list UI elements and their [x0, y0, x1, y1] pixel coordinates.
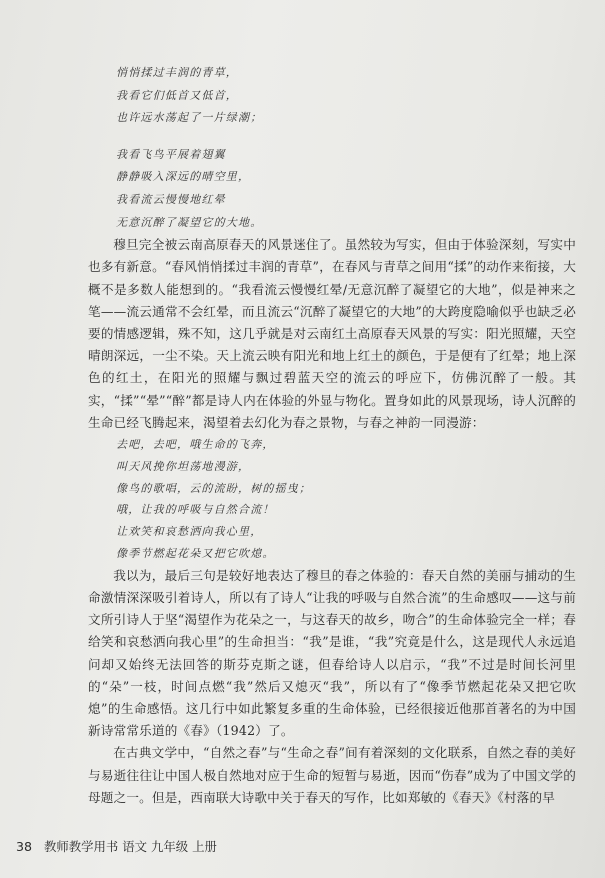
poem-line: 静静吸入深远的晴空里， — [116, 170, 251, 184]
paragraph-1: 穆旦完全被云南高原春天的风景迷住了。虽然较为写实，但由于体验深刻，写实中也多有新意。“春风悄悄揉过丰润的青草”，在春风与青草之间用“揉”的动作来衔接，大概不是多数人能想到的。“我看流云慢慢红晕/无意沉醉了凝望它的大地”，似是神来之笔——流云通常不会红晕，而且流云“沉醉了凝望它的大地”的大跨度隐喻似乎也缺乏必要的情感逻辑，殊不知，这几乎就是对云南红土高原春天风景的写实：阳光照耀，天空晴朗深远，一尘不染。天上流云映有阳光和地上红土的颜色，于是便有了红晕；地上深色的红土，在阳光的照耀与飘过碧蓝天空的流云的呼应下，仿佛沉醉了一般。其实，“揉”“晕”“醉”都是诗人内在体验的外显与物化。置身如此的风景现场，诗人沉醉的生命已经飞腾起来，渴望着去幻化为春之景物，与春之神韵一同漫游： — [88, 237, 576, 430]
poem-line: 像季节燃起花朵又把它吹熄。 — [116, 546, 275, 560]
poem-stanza-3 — [88, 434, 576, 565]
poem-line: 无意沉醉了凝望它的大地。 — [116, 215, 263, 229]
poem-line: 我看飞鸟平展着翅翼 — [116, 147, 226, 161]
page-number: 38 — [16, 839, 33, 854]
paragraph-3: 在古典文学中，“自然之春”与“生命之春”间有着深刻的文化联系，自然之春的美好与易逝往往让中国人极自然地对应于生命的短暂与易逝，因而“伤春”成为了中国文学的母题之一。但是，西南联大诗歌中关于春天的写作，比如郑敏的《春天》《村落的早 — [88, 745, 576, 805]
poem-line: 也许远水荡起了一片绿潮； — [116, 111, 263, 125]
page-footer — [16, 836, 596, 858]
poem-stanza-1 — [88, 62, 576, 130]
book-title: 教师教学用书 语文 九年级 上册 — [43, 839, 217, 854]
paragraph-2: 我以为，最后三句是较好地表达了穆旦的春之体验的：春天自然的美丽与捕动的生命激情深深吸引着诗人，所以有了诗人“让我的呼吸与自然合流”的生命感叹——这与前文所引诗人于坚“渴望作为花朵之一，与这春天的故乡，吻合”的生命体验完全一样；春给笑和哀愁洒向我心里”的生命担当：“我”是谁，“我”究竟是什么，这是现代人永远追问却又始终无法回答的斯芬克斯之谜，但春给诗人以启示，“我”不过是时间长河里的“朵”一枝，时间点燃“我”然后又熄灭“我”，所以有了“像季节燃起花朵又把它吹熄”的生命感悟。这几行中如此繁复多重的生命体验，已经很接近他那首著名的为中国新诗常常乐道的《春》（1942）了。 — [88, 567, 576, 739]
poem-line: 我看它们低首又低首， — [116, 88, 238, 102]
poem-line: 悄悄揉过丰润的青草， — [116, 66, 238, 79]
poem-line: 像鸟的歌唱，云的流盼，树的摇曳； — [116, 481, 312, 495]
poem-line: 去吧，去吧，哦生命的飞奔， — [116, 437, 275, 451]
poem-stanza-2 — [88, 144, 576, 234]
poem-line: 哦，让我的呼吸与自然合流！ — [116, 503, 275, 517]
poem-line: 让欢笑和哀愁洒向我心里， — [116, 525, 263, 539]
body-text — [88, 62, 576, 809]
poem-line: 我看流云慢慢地红晕 — [116, 192, 226, 206]
poem-line: 叫天风挽你坦荡地漫游， — [116, 459, 251, 473]
